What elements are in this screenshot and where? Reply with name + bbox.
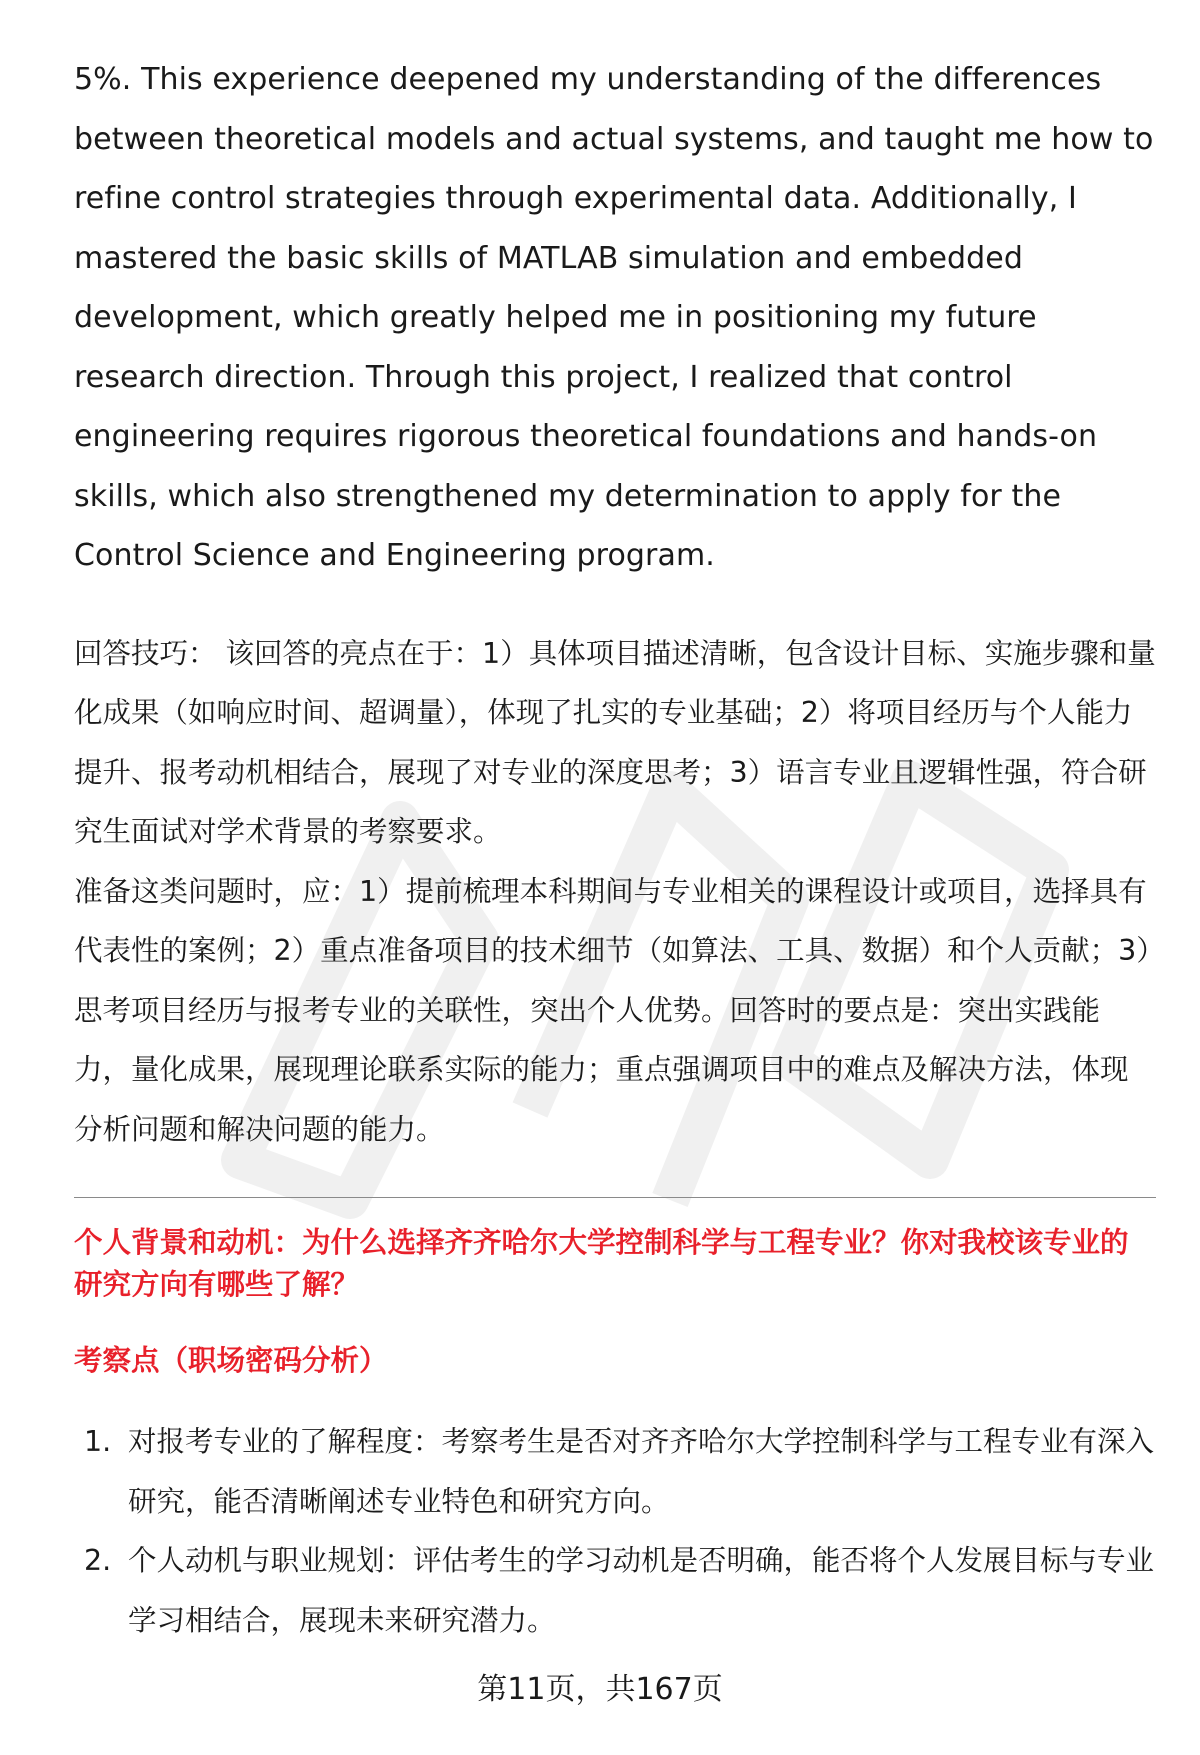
- answer-tips-paragraph: 回答技巧： 该回答的亮点在于：1）具体项目描述清晰，包含设计目标、实施步骤和量化成果（如响应时间、超调量），体现了扎实的专业基础；2）将项目经历与个人能力提升、报考动机相结合，展现了对专业的深度思考；3）语言专业且逻辑性强，符合研究生面试对学术背景的考察要求。: [74, 636, 1156, 848]
- list-item-number: 2.: [84, 1544, 112, 1577]
- list-item-text: 对报考专业的了解程度：考察考生是否对齐齐哈尔大学控制科学与工程专业有深入研究，能否清晰阐述专业特色和研究方向。: [128, 1425, 1155, 1518]
- list-item-number: 1.: [84, 1425, 112, 1458]
- page-content: [74, 50, 1156, 1650]
- list-item: [74, 1531, 1156, 1650]
- assessment-points-list: [74, 1412, 1156, 1650]
- assessment-points-heading: 考察点（职场密码分析）: [74, 1344, 388, 1377]
- preparation-tips-paragraph: 准备这类问题时，应：1）提前梳理本科期间与专业相关的课程设计或项目，选择具有代表性的案例；2）重点准备项目的技术细节（如算法、工具、数据）和个人贡献；3）思考项目经历与报考专业的关联性，突出个人优势。回答时的要点是：突出实践能力，量化成果，展现理论联系实际的能力；重点强调项目中的难点及解决方法，体现分析问题和解决问题的能力。: [74, 874, 1151, 1146]
- list-item: [74, 1412, 1156, 1531]
- answer-continuation-paragraph: 5%. This experience deepened my understanding of the differences between theoretical models and actual systems, and taught me how to refine control strategies through experimental data. Additionally, I mastered the basic skills of MATLAB simulation and embedded development, which greatly helped me in positioning my future research direction. Through this project, I realized that control engineering requires rigorous theoretical foundations and hands-on skills, which also strengthened my determination to apply for the Control Science and Engineering program.: [74, 62, 1154, 573]
- page-number-footer: 第11页，共167页: [477, 1672, 723, 1707]
- question-title: 个人背景和动机：为什么选择齐齐哈尔大学控制科学与工程专业？你对我校该专业的研究方向有哪些了解？: [74, 1226, 1129, 1301]
- section-divider: [74, 1197, 1156, 1198]
- spacer: [74, 586, 1156, 624]
- list-item-text: 个人动机与职业规划：评估考生的学习动机是否明确，能否将个人发展目标与专业学习相结合，展现未来研究潜力。: [128, 1544, 1155, 1637]
